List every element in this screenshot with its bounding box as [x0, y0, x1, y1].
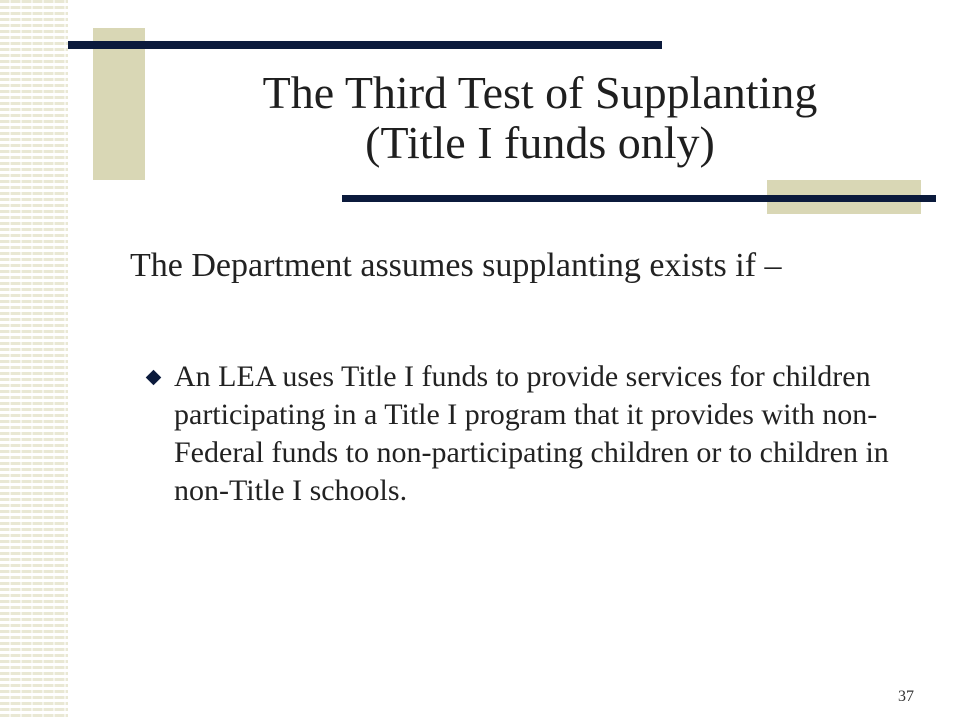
diamond-bullet-icon [146, 370, 162, 386]
slide-title-line-1: The Third Test of Supplanting [262, 67, 818, 118]
intro-text: The Department assumes supplanting exists if – [130, 247, 782, 284]
bullet-text: An LEA uses Title I funds to provide services for children participating in a Title I program that it provides with non-Federal funds to non-participating children or to children in non-Title I schools. [174, 360, 889, 507]
decorative-bottom-rule [342, 195, 936, 202]
decorative-stripe-band [0, 0, 68, 720]
slide-title-line-2: (Title I funds only) [365, 117, 715, 168]
bullet-item [144, 358, 904, 510]
decorative-top-rule [68, 41, 662, 49]
slide-title [160, 68, 920, 168]
decorative-tan-block-top [93, 28, 145, 180]
page-number: 37 [898, 688, 914, 705]
